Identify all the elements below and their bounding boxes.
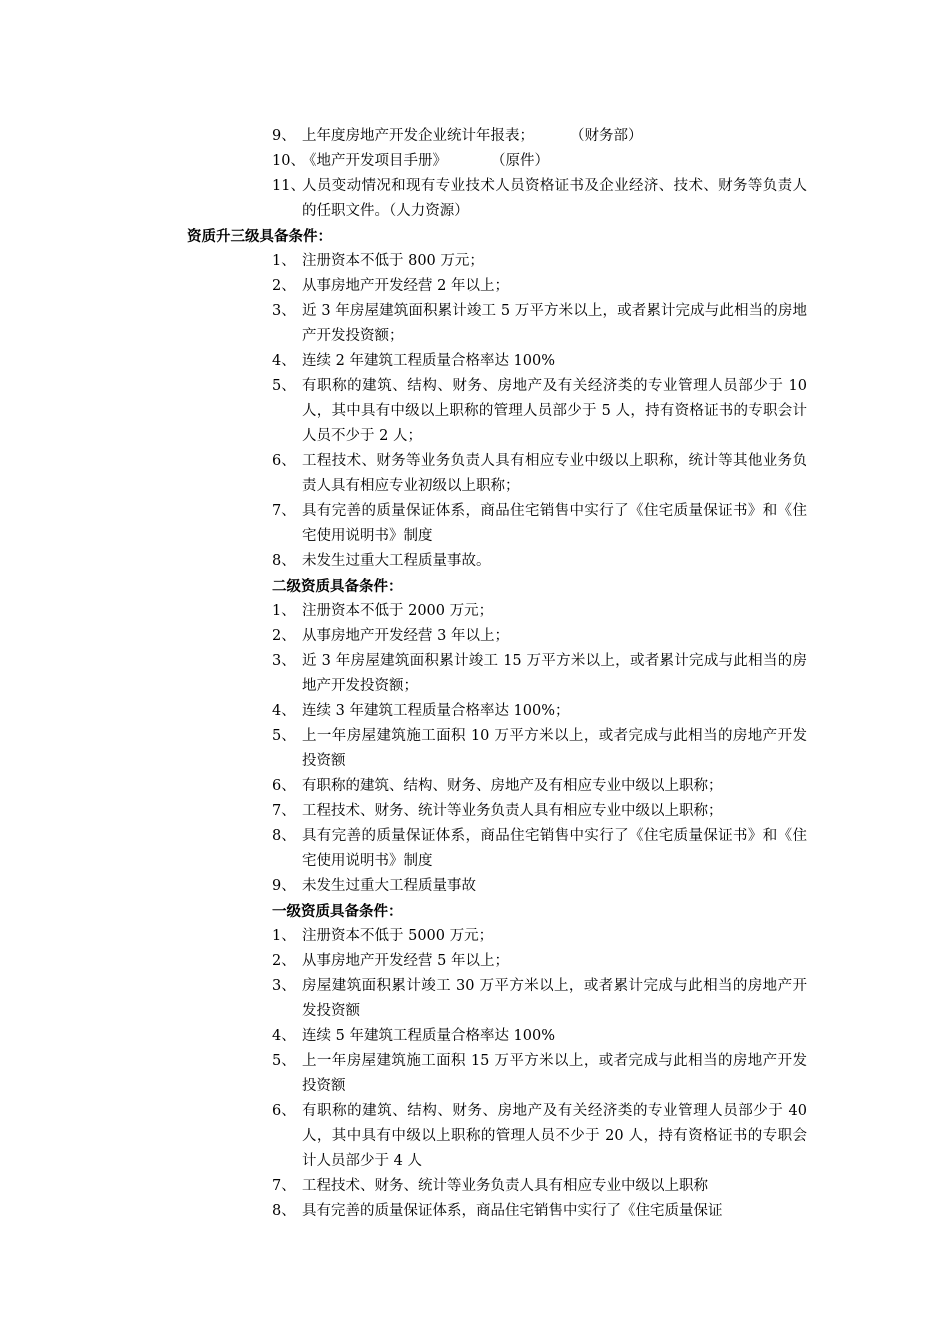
item-text: 未发生过重大工程质量事故。	[302, 553, 491, 569]
item-number: 6、	[272, 778, 296, 794]
item-text: 《地产开发项目手册》	[302, 153, 447, 169]
list-item	[0, 1024, 807, 1049]
item-text: 具有完善的质量保证体系，商品住宅销售中实行了《住宅质量保证	[302, 1203, 723, 1219]
item-number: 1、	[272, 253, 296, 269]
section-heading-level3: 资质升三级具备条件：	[187, 228, 332, 245]
item-number: 8、	[272, 553, 296, 569]
item-text: 上一年房屋建筑施工面积 15 万平方米以上，或者完成与此相当的房地产开发投资额	[302, 1053, 807, 1094]
item-number: 2、	[272, 628, 296, 644]
item-text: 具有完善的质量保证体系，商品住宅销售中实行了《住宅质量保证书》和《住宅使用说明书》制度	[302, 503, 807, 544]
item-number: 1、	[272, 928, 296, 944]
item-text: 注册资本不低于 2000 万元；	[302, 603, 494, 619]
item-number: 2、	[272, 278, 296, 294]
item-text: 具有完善的质量保证体系，商品住宅销售中实行了《住宅质量保证书》和《住宅使用说明书》制度	[302, 828, 807, 869]
item-number: 9、	[272, 128, 296, 144]
list-item	[0, 149, 807, 174]
item-text: 从事房地产开发经营 2 年以上；	[302, 278, 509, 294]
item-text: 上年度房地产开发企业统计年报表；	[302, 128, 534, 144]
item-number: 7、	[272, 503, 296, 519]
item-number: 3、	[272, 303, 296, 319]
list-item	[0, 1174, 807, 1199]
item-number: 7、	[272, 1178, 296, 1194]
item-text: 连续 2 年建筑工程质量合格率达 100%	[302, 353, 556, 369]
list-item	[0, 349, 807, 374]
list-item	[0, 249, 807, 274]
item-number: 5、	[272, 1053, 296, 1069]
item-number: 1、	[272, 603, 296, 619]
list-item	[0, 1049, 807, 1099]
item-number: 2、	[272, 953, 296, 969]
item-note: （原件）	[491, 153, 549, 169]
item-text: 有职称的建筑、结构、财务、房地产及有关经济类的专业管理人员部少于 40 人，其中具有中级以上职称的管理人员不少于 20 人，持有资格证书的专职会计人员部少于 4 人	[302, 1103, 807, 1169]
list-item	[0, 974, 807, 1024]
item-number: 5、	[272, 378, 296, 394]
item-text: 连续 3 年建筑工程质量合格率达 100%；	[302, 703, 570, 719]
list-item	[0, 949, 807, 974]
item-number: 4、	[272, 1028, 296, 1044]
list-item	[0, 799, 807, 824]
list-item	[0, 824, 807, 874]
item-number: 3、	[272, 978, 296, 994]
item-text: 有职称的建筑、结构、财务、房地产及有相应专业中级以上职称；	[302, 778, 723, 794]
list-item	[0, 299, 807, 349]
list-item	[0, 724, 807, 774]
list-item	[0, 774, 807, 799]
document-body	[0, 124, 950, 1224]
item-text: 从事房地产开发经营 3 年以上；	[302, 628, 509, 644]
item-number: 11、	[272, 178, 305, 194]
list-item	[0, 549, 807, 574]
list-item	[0, 699, 807, 724]
item-text: 近 3 年房屋建筑面积累计竣工 15 万平方米以上，或者累计完成与此相当的房地产开发投资额；	[302, 653, 807, 694]
list-item	[0, 499, 807, 549]
item-number: 3、	[272, 653, 296, 669]
item-note: （财务部）	[570, 128, 643, 144]
item-number: 4、	[272, 703, 296, 719]
list-item	[0, 449, 807, 499]
list-item	[0, 1099, 807, 1174]
item-text: 连续 5 年建筑工程质量合格率达 100%	[302, 1028, 556, 1044]
list-item	[0, 649, 807, 699]
list-item	[0, 174, 807, 224]
item-text: 房屋建筑面积累计竣工 30 万平方米以上，或者累计完成与此相当的房地产开发投资额	[302, 978, 807, 1019]
item-number: 4、	[272, 353, 296, 369]
item-text: 工程技术、财务、统计等业务负责人具有相应专业中级以上职称；	[302, 803, 723, 819]
item-number: 9、	[272, 878, 296, 894]
list-item	[0, 1199, 807, 1224]
list-item	[0, 599, 807, 624]
item-text: 人员变动情况和现有专业技术人员资格证书及企业经济、技术、财务等负责人的任职文件。（人力资源）	[302, 178, 807, 219]
section-heading-level2: 二级资质具备条件：	[272, 578, 403, 595]
item-number: 8、	[272, 828, 296, 844]
item-number: 10、	[272, 153, 305, 169]
item-text: 工程技术、财务等业务负责人具有相应专业中级以上职称，统计等其他业务负责人具有相应专业初级以上职称；	[302, 453, 807, 494]
item-number: 8、	[272, 1203, 296, 1219]
item-text: 注册资本不低于 5000 万元；	[302, 928, 494, 944]
item-text: 上一年房屋建筑施工面积 10 万平方米以上，或者完成与此相当的房地产开发投资额	[302, 728, 807, 769]
list-item	[0, 374, 807, 449]
item-text: 工程技术、财务、统计等业务负责人具有相应专业中级以上职称	[302, 1178, 708, 1194]
item-text: 从事房地产开发经营 5 年以上；	[302, 953, 509, 969]
item-text: 有职称的建筑、结构、财务、房地产及有关经济类的专业管理人员部少于 10 人，其中具有中级以上职称的管理人员部少于 5 人，持有资格证书的专职会计人员不少于 2 人；	[302, 378, 807, 444]
section-heading-level1: 一级资质具备条件：	[272, 903, 403, 920]
item-number: 7、	[272, 803, 296, 819]
list-item	[0, 124, 807, 149]
list-item	[0, 924, 807, 949]
item-number: 5、	[272, 728, 296, 744]
item-number: 6、	[272, 1103, 296, 1119]
list-item	[0, 624, 807, 649]
list-item	[0, 274, 807, 299]
item-text: 注册资本不低于 800 万元；	[302, 253, 484, 269]
list-item	[0, 874, 807, 899]
item-text: 近 3 年房屋建筑面积累计竣工 5 万平方米以上，或者累计完成与此相当的房地产开发投资额；	[302, 303, 807, 344]
item-number: 6、	[272, 453, 296, 469]
item-text: 未发生过重大工程质量事故	[302, 878, 476, 894]
